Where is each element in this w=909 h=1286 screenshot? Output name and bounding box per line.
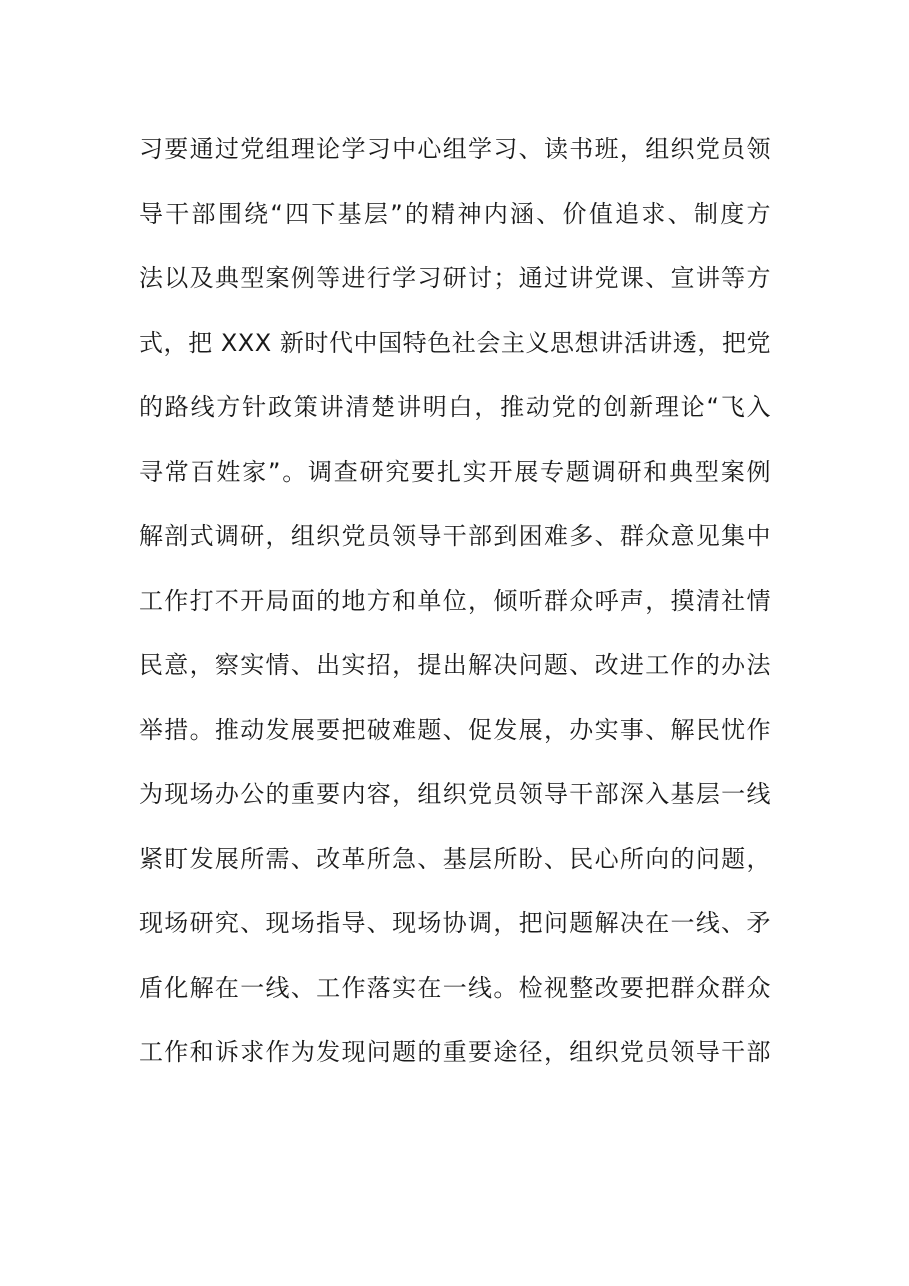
text-line: 解剖式调研，组织党员领导干部到困难多、群众意见集中 [139, 522, 771, 550]
text-line: 工作和诉求作为发现问题的重要途径，组织党员领导干部 [139, 1038, 771, 1066]
text-line: 寻常百姓家”。调查研究要扎实开展专题调研和典型案例 [139, 457, 771, 486]
text-line: 工作打不开局面的地方和单位，倾听群众呼声，摸清社情 [139, 586, 771, 615]
text-line: 现场研究、现场指导、现场协调，把问题解决在一线、矛 [139, 909, 771, 937]
text-line: 民意，察实情、出实招，提出解决问题、改进工作的办法 [139, 651, 771, 679]
text-line: 紧盯发展所需、改革所急、基层所盼、民心所向的问题， [139, 844, 771, 873]
text-line: 盾化解在一线、工作落实在一线。检视整改要把群众群众 [139, 973, 771, 1002]
text-line: 导干部围绕“四下基层”的精神内涵、价值追求、制度方 [139, 199, 771, 228]
text-line: 习要通过党组理论学习中心组学习、读书班，组织党员领 [139, 135, 771, 163]
body-text [139, 117, 771, 1085]
text-line: 法以及典型案例等进行学习研讨；通过讲党课、宣讲等方 [139, 264, 771, 292]
text-line: 的路线方针政策讲清楚讲明白，推动党的创新理论“飞入 [139, 393, 771, 421]
text-line: 举措。推动发展要把破难题、促发展，办实事、解民忧作 [139, 715, 771, 744]
text-line: 为现场办公的重要内容，组织党员领导干部深入基层一线 [139, 780, 771, 808]
text-line: 式，把 XXX 新时代中国特色社会主义思想讲活讲透，把党 [139, 328, 771, 357]
